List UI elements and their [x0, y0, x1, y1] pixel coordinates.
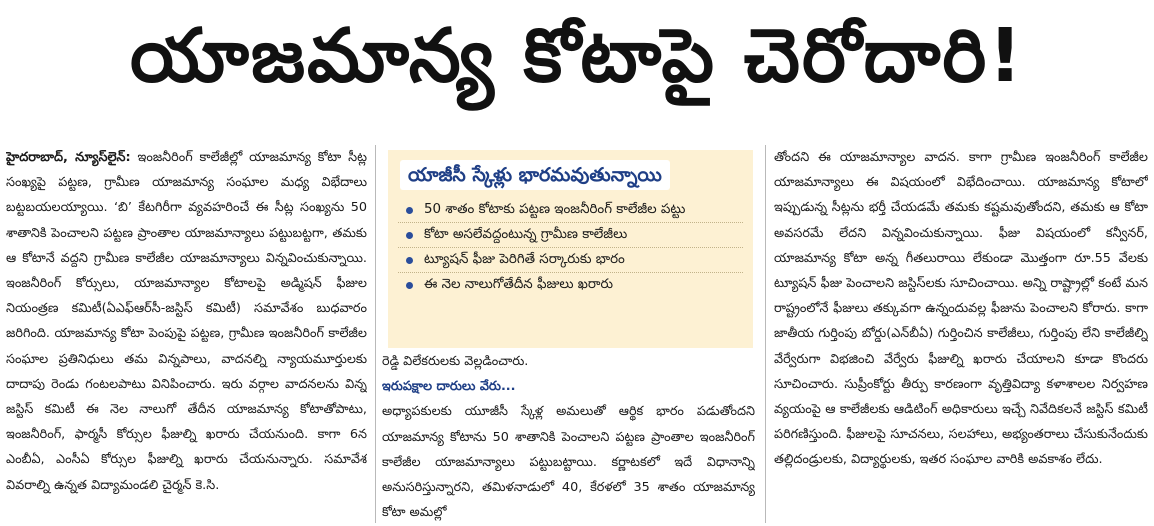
article-paragraph: [6, 145, 367, 498]
highlights-box: [388, 150, 753, 348]
highlight-item: [398, 222, 743, 247]
highlight-text: ట్యూషన్ ఫీజు పెరిగితే సర్కారుకు భారం: [424, 252, 625, 267]
highlights-list: [398, 198, 743, 297]
article-column-2: [382, 349, 755, 523]
highlight-item: [398, 198, 743, 222]
bullet-icon: [406, 257, 413, 264]
subheading: ఇరుపక్షాల దారులు వేరు...: [382, 379, 516, 395]
bullet-icon: [406, 207, 413, 214]
bullet-icon: [406, 282, 413, 289]
column-divider: [765, 145, 766, 523]
article-lead: రెడ్డి విలేకరులకు వెల్లడించారు.: [382, 354, 529, 369]
article-column-1: [6, 145, 367, 523]
column-divider: [375, 145, 376, 523]
highlight-text: ఈ నెల నాలుగోతేదీన ఫీజులు ఖరారు: [424, 277, 614, 292]
dateline: హైదరాబాద్, న్యూస్‌లైన్:: [6, 150, 131, 165]
article-text: అధ్యాపకులకు యూజీసీ స్కేళ్ల అమలుతో ఆర్థిక భారం పడుతోందని యాజమాన్య కోటాను 50 శాతానికి పెంచాలని పట్టణ ప్రాంతాల ఇంజనీరింగ్ కాలేజీల యాజమాన్యాలు పట్టుబట్టాయి. కర్ణాటకలో ఇదే విధానాన్ని అనుసరిస్తున్నారని, తమిళనాడులో 40, కేరళలో 35 శాతం యాజమాన్య కోటా అమల్లో: [382, 404, 755, 521]
article-text: ఇంజనీరింగ్ కాలేజీల్లో యాజమాన్య కోటా సీట్ల సంఖ్యపై పట్టణ, గ్రామీణ యాజమాన్య సంఘాల మధ్య విభేదాలు బట్టబయలయ్యాయి. ‘బి’ కేటగిరీగా వ్యవహరించే ఈ సీట్ల సంఖ్యను 50 శాతానికి పెంచాలని పట్టణ ప్రాంతాల యాజమాన్యాలు పట్టుబట్టగా, తమకు ఆ కోటానే వద్దని గ్రామీణ కాలేజీల యాజమాన్యాలు విన్నవించుకున్నాయి. ఇంజనీరింగ్ కోర్సులు, యాజమాన్యాల కోటాలపై అడ్మిషన్ ఫీజుల నియంత్రణ కమిటీ(ఏఎఫ్‌ఆర్‌సీ-జస్టిస్ కమిటీ) సమావేశం బుధవారం జరిగింది. యాజమాన్య కోటా పెంపుపై పట్టణ, గ్రామీణ ఇంజనీరింగ్ కాలేజీల సంఘాల ప్రతినిధులు తమ విన్నపాలు, వాదనల్ని న్యాయమూర్తులకు దాదాపు రెండు గంటలపాటు వినిపించారు. ఇరు వర్గాల వాదనలను విన్న జస్టిస్ కమిటీ ఈ నెల నాలుగో తేదీన యాజమాన్య కోటాతోపాటు, ఇంజనీరింగ్, ఫార్మసీ కోర్సుల ఫీజుల్ని ఖరారు చేయనుంది. కాగా 6న ఎంబీఏ, ఎంసీఏ కోర్సుల ఫీజుల్ని ఖరారు చేయనున్నారు. సమావేశ వివరాల్ని ఉన్నత విద్యామండలి చైర్మన్ కె.సి.: [6, 150, 367, 493]
highlights-title: యాజీసీ స్కేళ్లు భారమవుతున్నాయి: [400, 160, 670, 190]
highlight-item: [398, 272, 743, 297]
highlight-item: [398, 247, 743, 272]
article-column-3: [774, 145, 1148, 523]
highlight-text: కోటా అసలేవద్దంటున్న గ్రామీణ కాలేజీలు: [424, 227, 628, 242]
article-text: తోందని ఈ యాజమాన్యాల వాదన. కాగా గ్రామీణ ఇంజనీరింగ్ కాలేజీల యాజమాన్యాలు ఈ విషయంలో విభేదించాయి. యాజమాన్య కోటాలో ఇప్పుడున్న సీట్లను భర్తీ చేయడమే తమకు కష్టమవుతోందని, తమకు ఆ కోటా అవసరమే లేదని విన్నవించుకున్నాయి. ఫీజు విషయంలో కన్వీనర్, యాజమాన్య కోటా అన్న గీతలురాయి లేకుండా మొత్తంగా రూ.55 వేలకు ట్యూషన్ ఫీజు పెంచాలని జస్టిస్‌లకు సూచించాయి. అన్ని రాష్ట్రాల్లో కంటే మన రాష్ట్రంలోనే ఫీజులు తక్కువగా ఉన్నందువల్ల ఫీజును పెంచాలని కోరారు. కాగా జాతీయ గుర్తింపు బోర్డు(ఎన్‌బీఏ) గుర్తించిన కాలేజీలు, గుర్తింపు లేని కాలేజీల్ని వేర్వేరుగా విభజించి వేర్వేరు ఫీజుల్ని ఖరారు చేయాలని కూడా కొందరు సూచించారు. సుప్రీంకోర్టు తీర్పు కారణంగా వృత్తివిద్యా కళాశాలల నిర్వహణ వ్యయంపై ఆ కాలేజీలకు ఆడిటింగ్ అధికారులు ఇచ్చే నివేదికలనే జస్టిస్ కమిటీ పరిగణిస్తుంది. ఫీజులపై సూచనలు, సలహాలు, అభ్యంతరాలు చేసుకునేందుకు తల్లిదండ్రులకు, విద్యార్థులకు, ఇతర సంఘాల వారికి అవకాశం లేదు.: [774, 150, 1148, 468]
bullet-icon: [406, 232, 413, 239]
headline: యాజమాన్య కోటాపై చెరోదారి!: [129, 13, 1025, 99]
highlight-text: 50 శాతం కోటాకు పట్టణ ఇంజనీరింగ్ కాలేజీల పట్టు: [424, 202, 686, 217]
